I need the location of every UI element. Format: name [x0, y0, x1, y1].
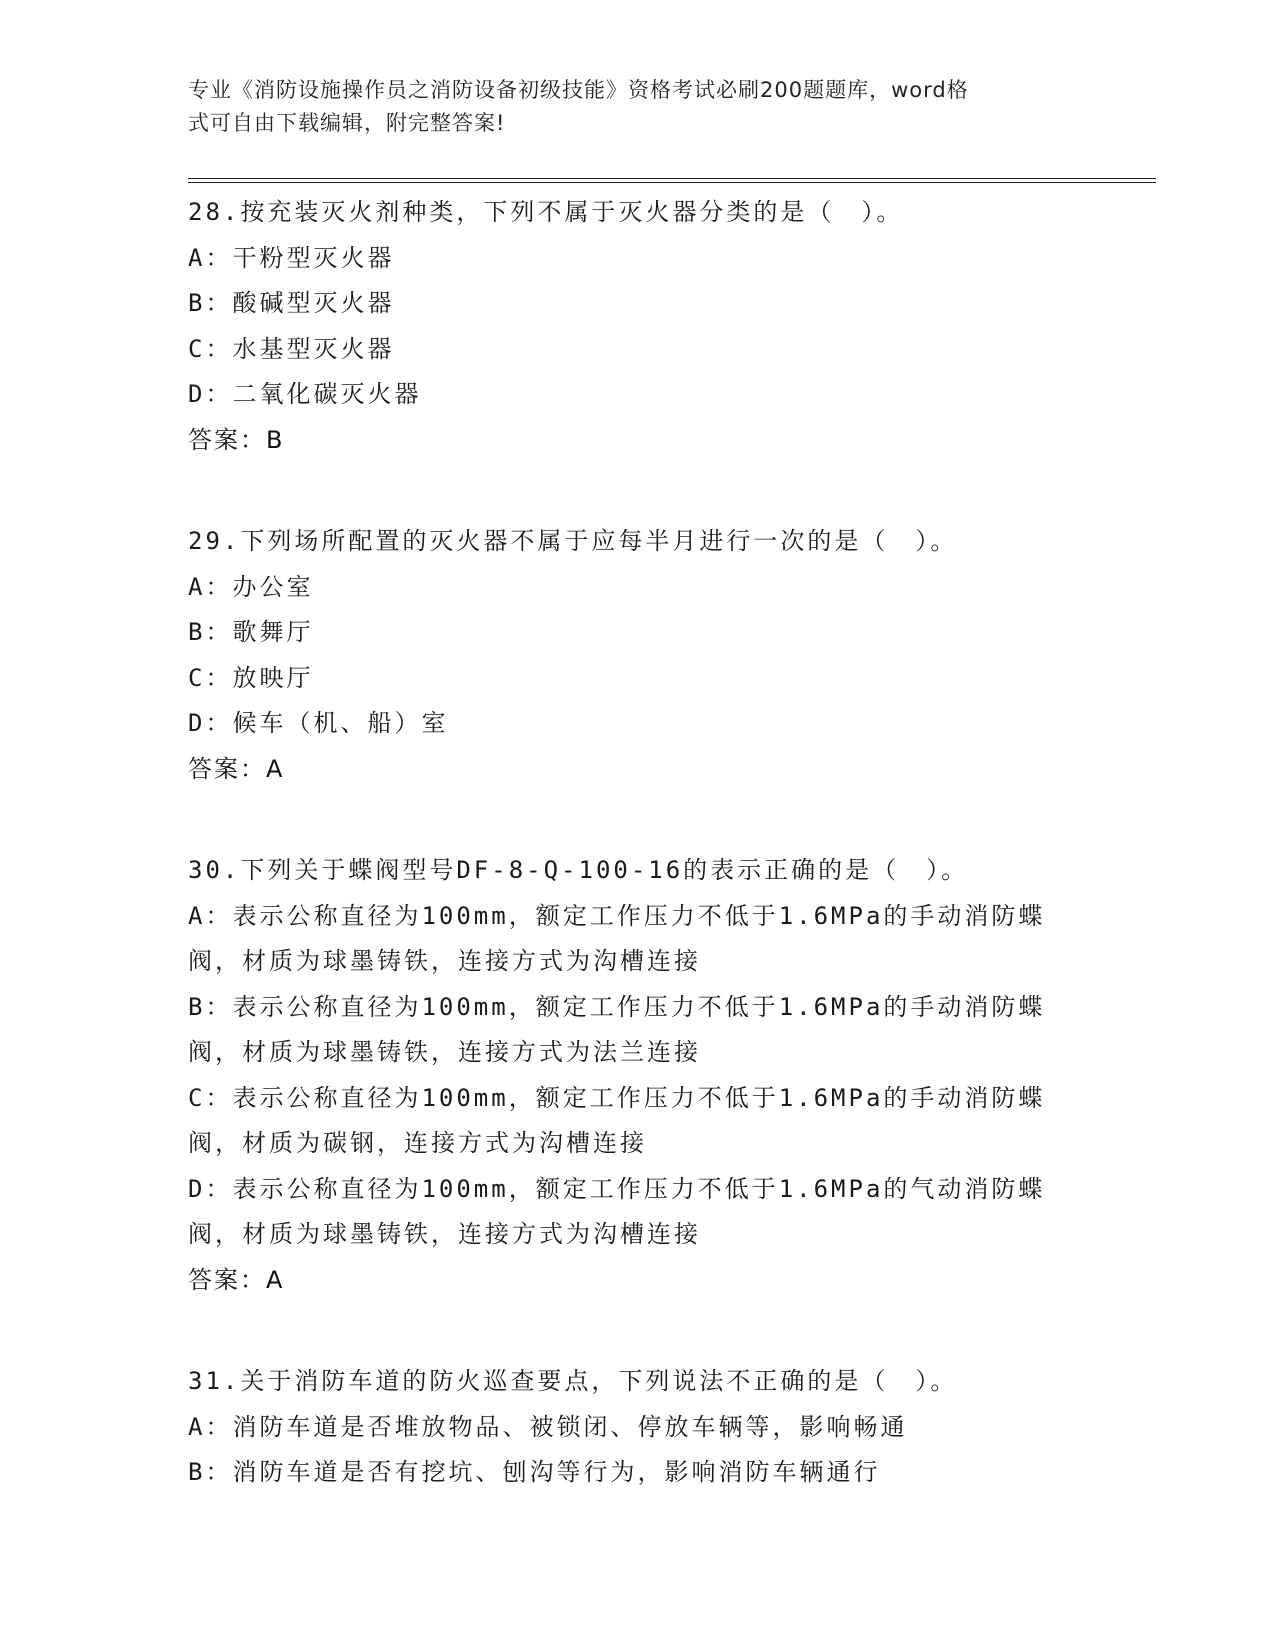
header-line-2: 式可自由下载编辑，附完整答案!: [188, 111, 506, 135]
option-d-line-2: 阀，材质为球墨铸铁，连接方式为沟槽连接: [188, 1220, 701, 1248]
option-b: B：消防车道是否有挖坑、刨沟等行为，影响消防车辆通行: [188, 1458, 881, 1486]
option-a-line-2: 阀，材质为球墨铸铁，连接方式为沟槽连接: [188, 947, 701, 975]
option-b: B：酸碱型灭火器: [188, 289, 395, 317]
option-b: B：歌舞厅: [188, 618, 314, 646]
document-header: [188, 74, 1068, 140]
question-30: [188, 848, 1088, 1303]
option-c: C：放映厅: [188, 663, 314, 692]
question-list: [188, 190, 1088, 1552]
question-stem: 31.关于消防车道的防火巡查要点，下列说法不正确的是（ ）。: [188, 1367, 958, 1395]
answer-line: [188, 418, 1088, 464]
question-28: [188, 190, 1088, 463]
option-a: A：办公室: [188, 572, 314, 601]
option-d: D：二氧化碳灭火器: [188, 380, 422, 408]
question-29: [188, 519, 1088, 792]
option-b-line-1: B：表示公称直径为100mm，额定工作压力不低于1.6MPa的手动消防蝶: [188, 992, 1046, 1021]
option-d-line-1: D：表示公称直径为100mm，额定工作压力不低于1.6MPa的气动消防蝶: [188, 1174, 1046, 1203]
answer-value: A: [266, 754, 283, 783]
answer-label: 答案：: [188, 754, 266, 783]
option-c-line-2: 阀，材质为碳钢，连接方式为沟槽连接: [188, 1129, 647, 1157]
option-a: A：消防车道是否堆放物品、被锁闭、停放车辆等，影响畅通: [188, 1412, 908, 1441]
answer-line: [188, 1258, 1088, 1304]
option-c: C：水基型灭火器: [188, 334, 395, 363]
question-stem: 30.下列关于蝶阀型号DF-8-Q-100-16的表示正确的是（ ）。: [188, 856, 969, 884]
answer-line: [188, 747, 1088, 793]
answer-label: 答案：: [188, 425, 266, 454]
answer-value: B: [266, 425, 283, 454]
question-stem: 28.按充装灭火剂种类，下列不属于灭火器分类的是（ ）。: [188, 198, 904, 226]
option-a: A：干粉型灭火器: [188, 243, 395, 272]
header-double-rule: [188, 178, 1156, 183]
option-a-line-1: A：表示公称直径为100mm，额定工作压力不低于1.6MPa的手动消防蝶: [188, 901, 1046, 930]
answer-value: A: [266, 1265, 283, 1294]
option-b-line-2: 阀，材质为球墨铸铁，连接方式为法兰连接: [188, 1038, 701, 1066]
option-d: D：候车（机、船）室: [188, 709, 449, 737]
answer-label: 答案：: [188, 1265, 266, 1294]
question-stem: 29.下列场所配置的灭火器不属于应每半月进行一次的是（ ）。: [188, 527, 958, 555]
header-line-1: 专业《消防设施操作员之消防设备初级技能》资格考试必刷200题题库，word格: [188, 78, 969, 102]
question-31: [188, 1359, 1088, 1496]
option-c-line-1: C：表示公称直径为100mm，额定工作压力不低于1.6MPa的手动消防蝶: [188, 1083, 1046, 1112]
